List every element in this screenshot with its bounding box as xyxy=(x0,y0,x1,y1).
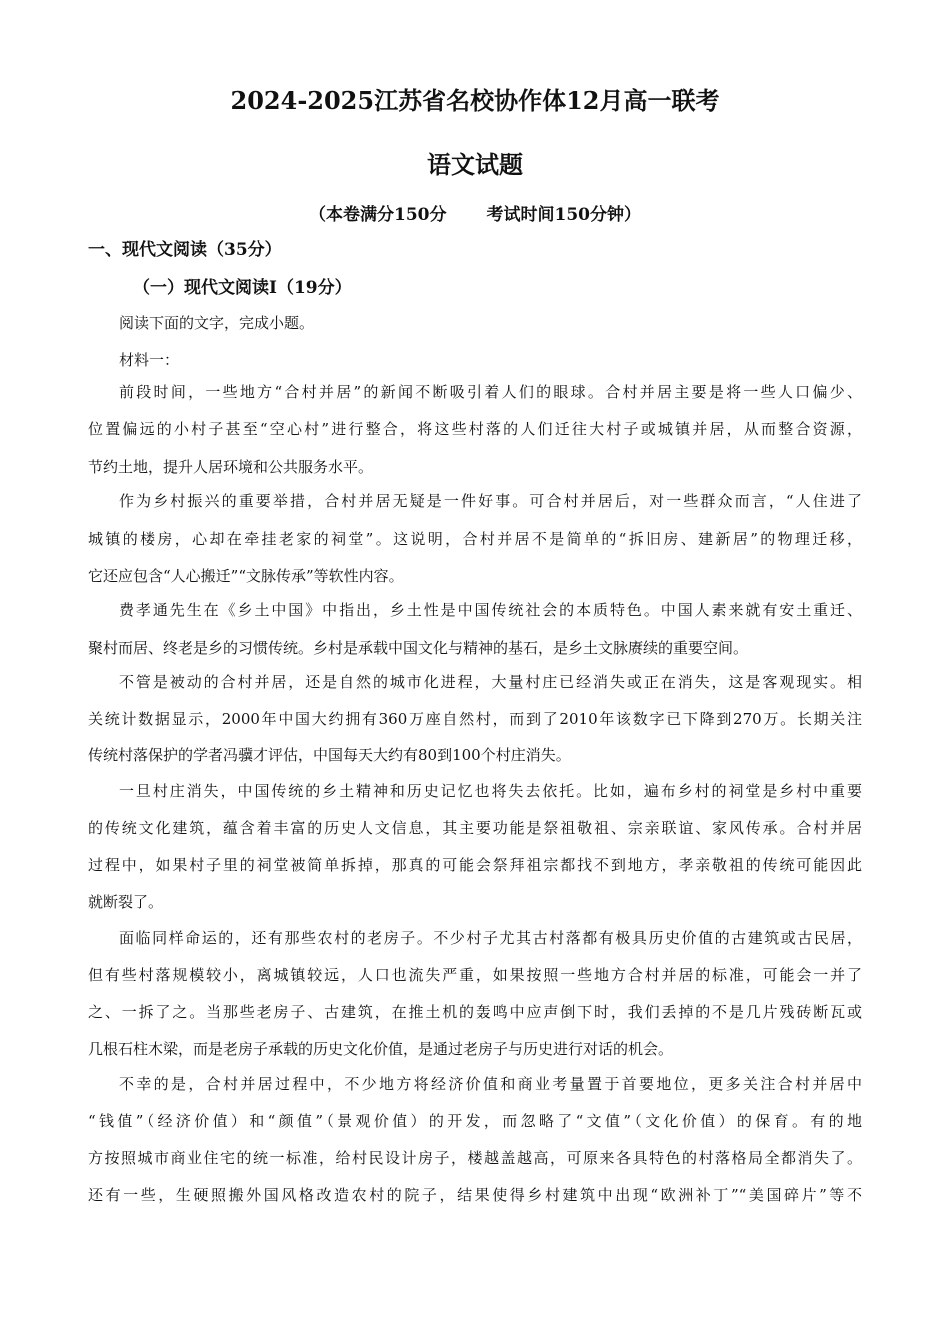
section-heading: 一、现代文阅读（35分） xyxy=(88,240,282,260)
material-label: 材料一： xyxy=(119,351,180,369)
paragraph-line: 费孝通先生在《乡土中国》中指出，乡土性是中国传统社会的本质特色。中国人素来就有安土重迁、 xyxy=(119,601,862,619)
instructions: 阅读下面的文字，完成小题。 xyxy=(119,314,315,332)
paragraph-line: 城镇的楼房，心却在牵挂老家的祠堂”。这说明，合村并居不是简单的“拆旧房、建新居”的物理迁移， xyxy=(88,530,862,548)
paragraph-line: 不幸的是，合村并居过程中，不少地方将经济价值和商业考量置于首要地位，更多关注合村并居中 xyxy=(119,1075,862,1093)
exam-title: 2024-2025江苏省名校协作体12月高一联考 xyxy=(230,86,720,115)
paragraph-line: 方按照城市商业住宅的统一标准，给村民设计房子，楼越盖越高，可原来各具特色的村落格局全都消失了。 xyxy=(88,1149,862,1167)
paragraph-line: 但有些村落规模较小，离城镇较远，人口也流失严重，如果按照一些地方合村并居的标准，可能会一并了 xyxy=(88,966,862,984)
paragraph-line: 位置偏远的小村子甚至“空心村”进行整合，将这些村落的人们迁往大村子或城镇并居，从而整合资源， xyxy=(88,420,862,438)
subsection-heading: （一）现代文阅读Ⅰ（19分） xyxy=(133,278,352,298)
paragraph-line: 它还应包含“人心搬迁”“文脉传承”等软性内容。 xyxy=(88,567,404,585)
paragraph-line: 不管是被动的合村并居，还是自然的城市化进程，大量村庄已经消失或正在消失，这是客观现实。相 xyxy=(119,673,862,691)
paragraph-line: 聚村而居、终老是乡的习惯传统。乡村是承载中国文化与精神的基石，是乡土文脉赓续的重要空间。 xyxy=(88,639,749,657)
paragraph-line: 传统村落保护的学者冯骥才评估，中国每天大约有80到100个村庄消失。 xyxy=(88,746,571,764)
paragraph-line: 之、一拆了之。当那些老房子、古建筑，在推土机的轰鸣中应声倒下时，我们丢掉的不是几片残砖断瓦或 xyxy=(88,1003,862,1021)
paragraph-line: 节约土地，提升人居环境和公共服务水平。 xyxy=(88,458,374,476)
paragraph-line: 过程中，如果村子里的祠堂被简单拆掉，那真的可能会祭拜祖宗都找不到地方，孝亲敬祖的传统可能因此 xyxy=(88,856,862,874)
paragraph-line: 还有一些，生硬照搬外国风格改造农村的院子，结果使得乡村建筑中出现“欧洲补丁”“美国碎片”等不 xyxy=(88,1186,862,1204)
time-info: 考试时间150分钟） xyxy=(486,205,641,225)
paragraph-line: 面临同样命运的，还有那些农村的老房子。不少村子尤其古村落都有极具历史价值的古建筑或古民居， xyxy=(119,929,862,947)
paragraph-line: 几根石柱木梁，而是老房子承载的历史文化价值，是通过老房子与历史进行对话的机会。 xyxy=(88,1040,674,1058)
paragraph-line: 作为乡村振兴的重要举措，合村并居无疑是一件好事。可合村并居后，对一些群众而言，“人住进了 xyxy=(119,492,862,510)
paragraph-line: “钱值”（经济价值）和“颜值”（景观价值）的开发，而忽略了“文值”（文化价值）的保育。有的地 xyxy=(88,1112,862,1130)
exam-info xyxy=(0,203,950,227)
paragraph-line: 前段时间，一些地方“合村并居”的新闻不断吸引着人们的眼球。合村并居主要是将一些人口偏少、 xyxy=(119,383,862,401)
paragraph-line: 就断裂了。 xyxy=(88,893,164,911)
paragraph-line: 的传统文化建筑，蕴含着丰富的历史人文信息，其主要功能是祭祖敬祖、宗亲联谊、家风传承。合村并居 xyxy=(88,819,862,837)
exam-subject: 语文试题 xyxy=(427,150,523,179)
paragraph-line: 关统计数据显示，2000年中国大约拥有360万座自然村，而到了2010年该数字已下降到270万。长期关注 xyxy=(88,710,862,728)
paragraph-line: 一旦村庄消失，中国传统的乡土精神和历史记忆也将失去依托。比如，遍布乡村的祠堂是乡村中重要 xyxy=(119,782,862,800)
score-info: （本卷满分150分 xyxy=(309,205,447,225)
